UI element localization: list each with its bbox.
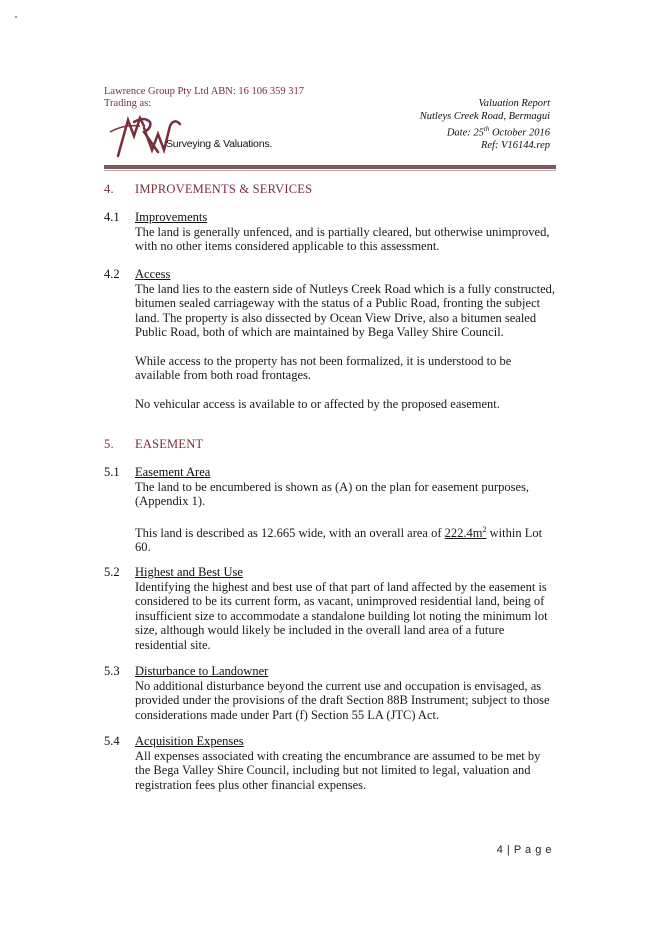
subsection-title: Easement Area: [135, 465, 211, 479]
paragraph-area: This land is described as 12.665 wide, with an overall area of $222.4m^2$ within Lot 60.: [135, 524, 543, 555]
report-title: Valuation Report: [478, 98, 550, 109]
paragraph: The land to be encumbered is shown as (A) on the plan for easement purposes, (Appendix 1).: [135, 479, 529, 508]
paragraph: No vehicular access is available to or affected by the proposed easement.: [135, 396, 500, 411]
header-divider-thin: [104, 170, 556, 171]
report-address: Nutleys Creek Road, Bermagui: [419, 110, 550, 122]
header-divider: [104, 165, 556, 169]
paragraph: No additional disturbance beyond the current use and occupation is envisaged, as provided under the provisions of the draft Section 88B Instrument; subject to those considerations made under Part (f) Section 55 LA (JTC) Act.: [135, 678, 550, 722]
section-heading-easement: 5. EASEMENT: [104, 437, 204, 451]
section-heading-improvements: 4. IMPROVEMENTS & SERVICES: [104, 182, 313, 196]
paragraph: The land lies to the eastern side of Nutleys Creek Road which is a fully constructed, bitumen sealed carriageway with the status of a Public Road, fronting the subject land. The property is also dissected by Ocean View Drive, also a bitumen sealed Public Road, both of which are maintained by Bega Valley Shire Council.: [135, 281, 556, 339]
paragraph: While access to the property has not been formalized, it is understood to be available from both road frontages.: [135, 353, 512, 382]
scan-speck: [15, 16, 17, 18]
report-info: [420, 98, 550, 153]
page-number: 4 | P a g e: [496, 844, 552, 856]
document-page: Lawrence Group Pty Ltd ABN: 16 106 359 317 Trading as: Surveying & Valuations. Valuation Report Nutleys Creek Road, Bermagui Date: 25th October 2016 Ref: V16144.rep 4. IMPROVEMENTS & SERVICES 4.1 Improvements The land is generally unfenced, and is partially cleared, but otherwise unimproved, with no other items considered applicable to this assessment. 4.2 Access The land lies to the eastern side of Nutleys Creek Road which is a fully constructed, bitumen sealed carriageway with the status of a Public Road, fronting the subject land. The property is also dissected by Ocean View Drive, also a bitumen sealed Public Road, both of which are maintained by Bega Valley Shire Council. While access to the property has not been formalized, it is understood to be available from both road frontages. No vehicular access is available to or affected by the proposed easement. 5. EASEMENT 5.1 Easement Area The land to be encumbered is shown as (A) on the plan for easement purposes, (Appendix 1). This land is described as 12.665 wide, with an overall area of $222.4m^2$ within Lot 60. 5.2 Highest and Best Use Identifying the highest and best use of that part of land affected by the easement is considered to be its current form, as vacant, unimproved residential land, being of insufficient size to accommodate a standalone building lot noting the minimum lot size, although would likely be included in the overall land area of a future residential site. 5.3 Disturbance to Landowner No additional disturbance beyond the current use and occupation is envisaged, as provided under the provisions of the draft Section 88B Instrument; subject to those considerations made under Part (f) Section 55 LA (JTC) Act. 5.4 Acquisition Expenses All expenses associated with creating the encumbrance are assumed to be met by the Bega Valley Shire Council, including but not limited to legal, valuation and registration fees plus other financial expenses. 4 | P a g e: [0, 0, 662, 936]
company-logo: [104, 112, 284, 160]
report-date: Date: 25th October 2016: [446, 125, 550, 139]
logo-text: Surveying & Valuations.: [166, 138, 273, 150]
paragraph: The land is generally unfenced, and is partially cleared, but otherwise unimproved, with no other items considered applicable to this assessment.: [135, 224, 550, 253]
subsection-title: Access: [135, 267, 171, 281]
subsection-title: Improvements: [135, 210, 208, 224]
subsection-title: Disturbance to Landowner: [135, 664, 269, 678]
subsection-title: Highest and Best Use: [135, 565, 243, 579]
paragraph: Identifying the highest and best use of that part of land affected by the easement is considered to be its current form, as vacant, unimproved residential land, being of insufficient size to accommodate a standalone building lot noting the minimum lot size, although would likely be included in the overall land area of a future residential site.: [135, 579, 548, 652]
report-ref: Ref: V16144.rep: [480, 140, 550, 151]
subsection-title: Acquisition Expenses: [135, 734, 244, 748]
trading-as-label: Trading as:: [104, 98, 152, 109]
company-line: Lawrence Group Pty Ltd ABN: 16 106 359 317: [104, 86, 305, 97]
paragraph: All expenses associated with creating the encumbrance are assumed to be met by the Bega Valley Shire Council, including but not limited to legal, valuation and registration fees plus other financial expenses.: [135, 748, 541, 792]
